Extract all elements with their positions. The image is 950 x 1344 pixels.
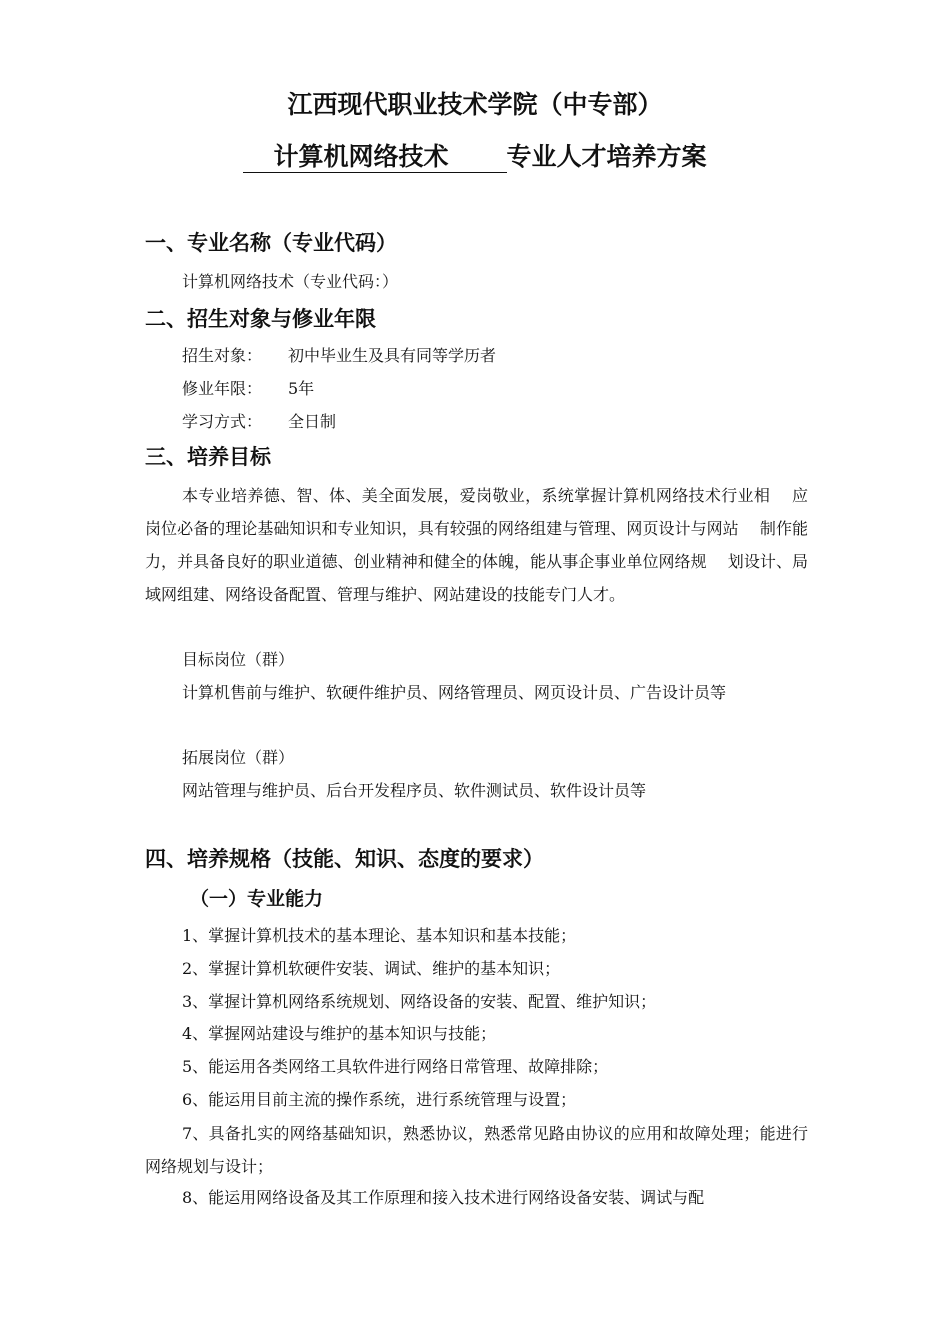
row-label: 修业年限： [182, 379, 263, 398]
section-1-heading: 一、专业名称（专业代码） [145, 231, 397, 255]
study-years-row [182, 377, 314, 401]
document-subtitle [0, 141, 950, 173]
row-label: 学习方式： [182, 412, 263, 431]
extended-position-text: 网站管理与维护员、后台开发程序员、软件测试员、软件设计员等 [182, 781, 647, 800]
section-2-heading: 二、招生对象与修业年限 [145, 307, 376, 331]
study-mode-row [182, 410, 336, 434]
row-value: 5年 [288, 379, 315, 398]
list-item: 7、具备扎实的网络基础知识，熟悉协议，熟悉常见路由协议的应用和故障处理；能进行网络规划与设计； [145, 1124, 808, 1176]
document-title: 江西现代职业技术学院（中专部） [287, 90, 663, 119]
target-position-text: 计算机售前与维护、软硬件维护员、网络管理员、网页设计员、广告设计员等 [182, 683, 727, 702]
list-item: 5、能运用各类网络工具软件进行网络日常管理、故障排除； [182, 1057, 609, 1076]
list-item: 8、能运用网络设备及其工作原理和接入技术进行网络设备安装、调试与配 [182, 1188, 705, 1207]
list-item: 4、掌握网站建设与维护的基本知识与技能； [182, 1024, 497, 1043]
list-item: 6、能运用目前主流的操作系统，进行系统管理与设置； [182, 1090, 577, 1109]
list-item: 1、掌握计算机技术的基本理论、基本知识和基本技能； [182, 926, 577, 945]
major-name-line: 计算机网络技术（专业代码：） [182, 272, 399, 291]
section-3-heading: 三、培养目标 [145, 445, 271, 469]
training-goal-paragraph: 本专业培养德、智、体、美全面发展，爱岗敬业，系统掌握计算机网络技术行业相 应岗位必备的理论基础知识和专业知识，具有较强的网络组建与管理、网页设计与网站 制作能力，并具备良好的职业道德、创业精神和健全的体魄，能从事企事业单位网络规 划设计、局域网组建、网络设备配置、管理与维护、网站建设的技能专门人才。 [145, 486, 808, 604]
professional-ability-heading: （一）专业能力 [190, 888, 324, 910]
row-label: 招生对象： [182, 346, 263, 365]
row-value: 初中毕业生及具有同等学历者 [288, 346, 497, 365]
section-4-heading: 四、培养规格（技能、知识、态度的要求） [145, 847, 544, 871]
extended-position-label: 拓展岗位（群） [182, 748, 295, 767]
row-value: 全日制 [288, 412, 337, 431]
list-item: 2、掌握计算机软硬件安装、调试、维护的基本知识； [182, 959, 561, 978]
list-item: 3、掌握计算机网络系统规划、网络设备的安装、配置、维护知识； [182, 992, 657, 1011]
major-name-underlined: 计算机网络技术 [243, 142, 506, 173]
subtitle-suffix: 专业人才培养方案 [506, 142, 707, 171]
target-position-label: 目标岗位（群） [182, 650, 295, 669]
enrollment-target-row [182, 344, 496, 368]
